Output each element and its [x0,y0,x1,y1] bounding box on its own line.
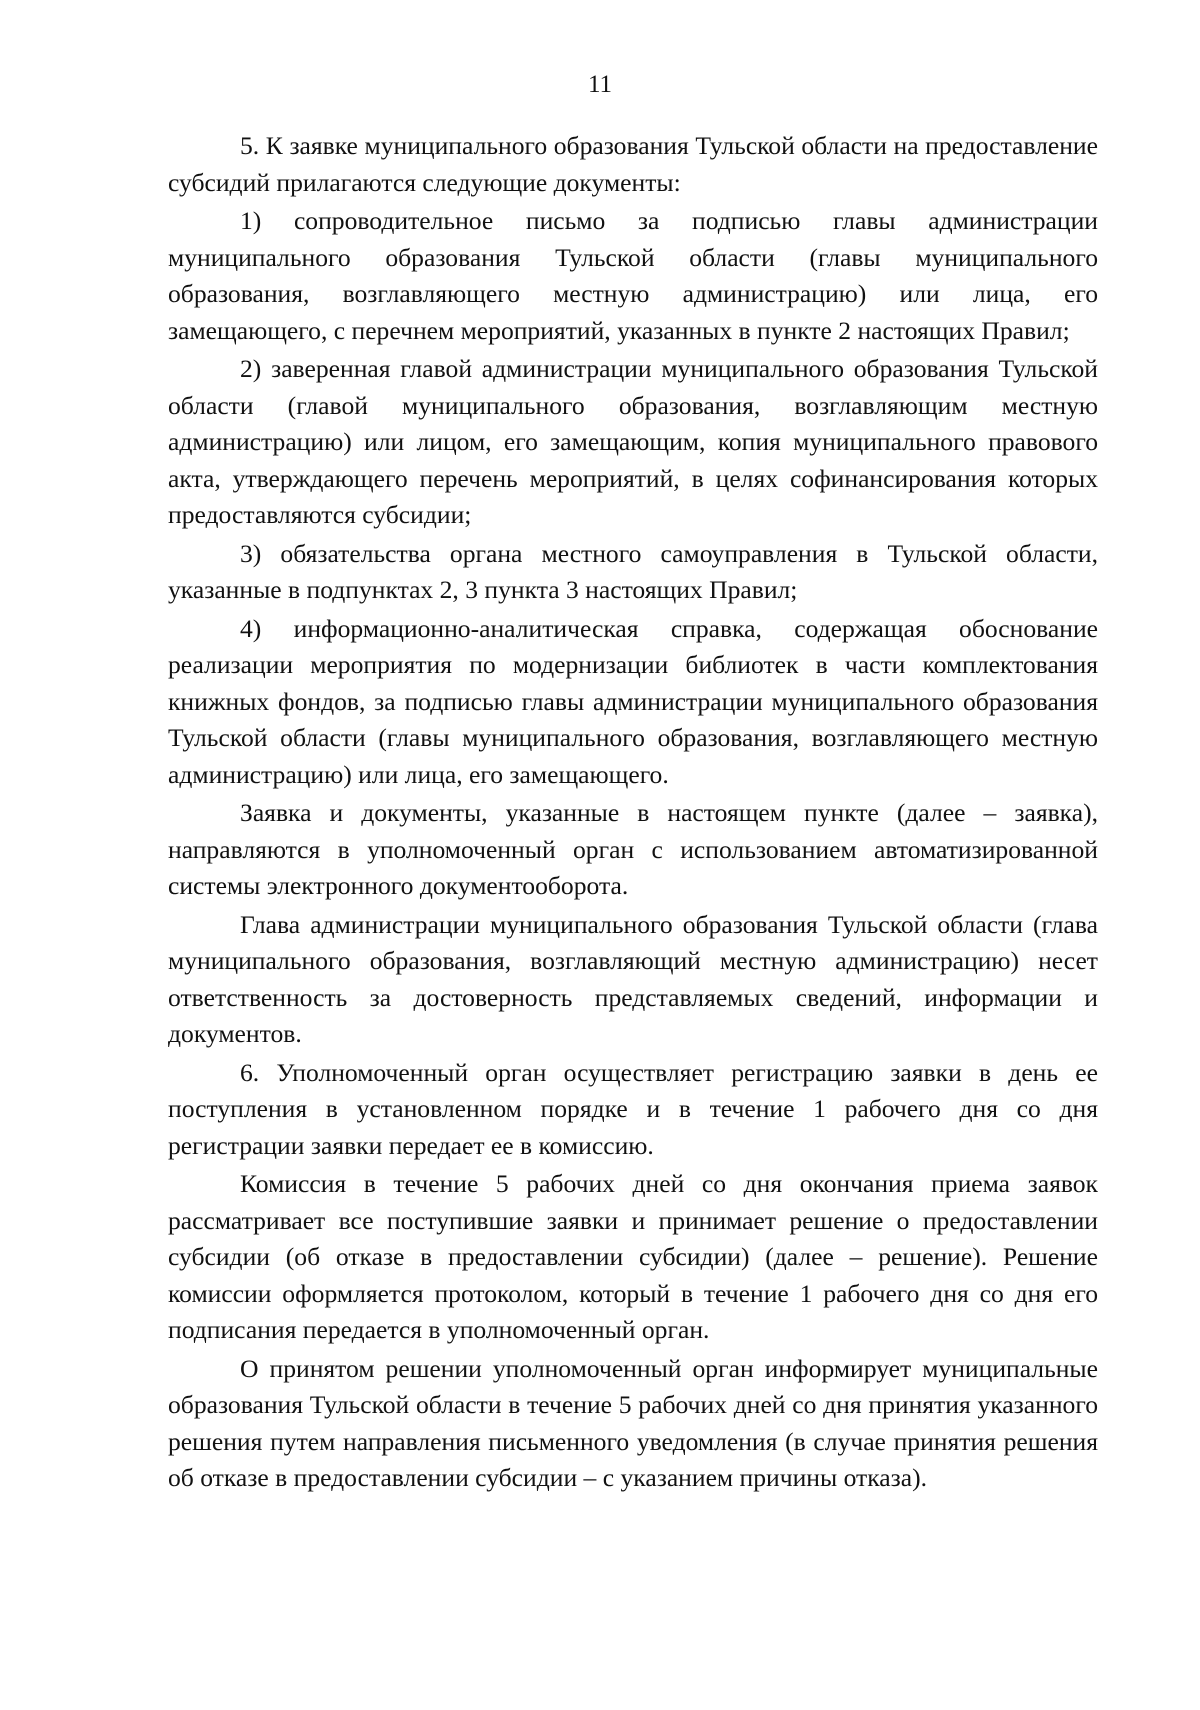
paragraph-subitem-2: 2) заверенная главой администрации муниципального образования Тульской области (главой муниципального образования, возглавляющим местную администрацию) или лицом, его замещающим, копия муниципального правового акта, утверждающего перечень мероприятий, в целях софинансирования которых предоставляются субсидии; [168,354,1098,529]
paragraph-subitem-3: 3) обязательства органа местного самоуправления в Тульской области, указанные в подпунктах 2, 3 пункта 3 настоящих Правил; [168,538,1098,604]
paragraph-application-submission: Заявка и документы, указанные в настоящем пункте (далее – заявка), направляются в уполномоченный орган с использованием автоматизированной системы электронного документооборота. [168,798,1098,900]
paragraph-item-5: 5. К заявке муниципального образования Тульской области на предоставление субсидий прилагаются следующие документы: [168,131,1098,197]
page-number: 11 [587,71,613,98]
paragraph-commission-review: Комиссия в течение 5 рабочих дней со дня окончания приема заявок рассматривает все поступившие заявки и принимает решение о предоставлении субсидии (об отказе в предоставлении субсидии) (далее – решение). Решение комиссии оформляется протоколом, который в течение 1 рабочего дня со дня его подписания передается в уполномоченный орган. [168,1169,1098,1344]
paragraph-subitem-1: 1) сопроводительное письмо за подписью главы администрации муниципального образования Тульской области (главы муниципального образования, возглавляющего местную администрацию) или лица, его замещающего, с перечнем мероприятий, указанных в пункте 2 настоящих Правил; [168,206,1098,345]
paragraph-subitem-4: 4) информационно-аналитическая справка, содержащая обоснование реализации мероприятия по модернизации библиотек в части комплектования книжных фондов, за подписью главы администрации муниципального образования Тульской области (главы муниципального образования, возглавляющего местную администрацию) или лица, его замещающего. [168,613,1098,789]
paragraph-responsibility: Глава администрации муниципального образования Тульской области (глава муниципального образования, возглавляющий местную администрацию) несет ответственность за достоверность представляемых сведений, информации и документов. [168,909,1098,1048]
paragraph-decision-notification: О принятом решении уполномоченный орган информирует муниципальные образования Тульской области в течение 5 рабочих дней со дня принятия указанного решения путем направления письменного уведомления (в случае принятия решения об отказе в предоставлении субсидии – с указанием причины отказа). [168,1353,1098,1492]
paragraph-item-6: 6. Уполномоченный орган осуществляет регистрацию заявки в день ее поступления в установленном порядке и в течение 1 рабочего дня со дня регистрации заявки передает ее в комиссию. [168,1057,1098,1160]
document-body [168,128,1098,1497]
